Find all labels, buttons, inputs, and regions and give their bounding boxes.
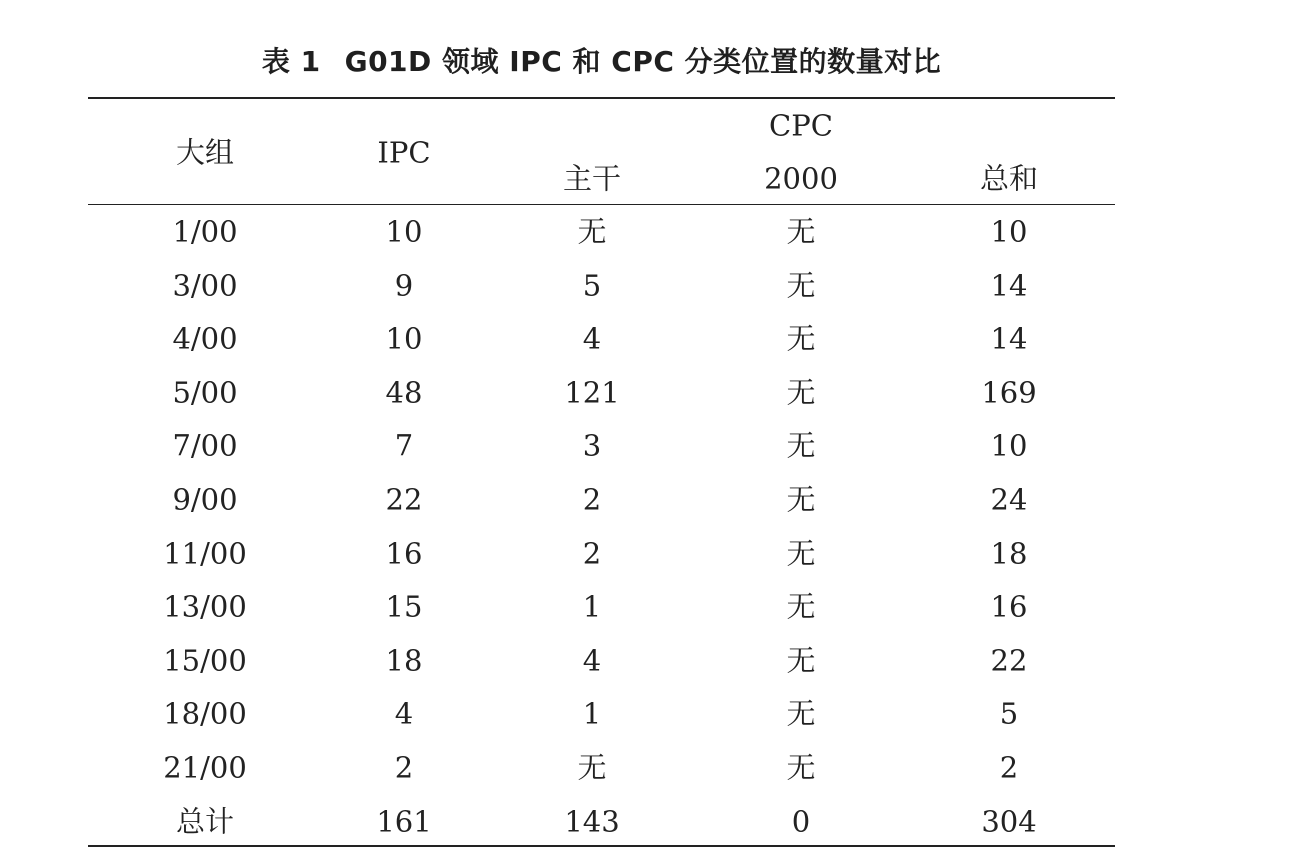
cell-cpc-main: 3 (582, 428, 602, 463)
cell-cpc-2000: 无 (786, 536, 816, 571)
cell-cpc-2000: 无 (786, 482, 816, 517)
cell-group: 11/00 (163, 536, 247, 571)
cell-ipc: 22 (385, 482, 423, 517)
cell-cpc-total: 22 (990, 643, 1028, 678)
table-caption (88, 40, 1115, 84)
cell-cpc-2000: 无 (786, 696, 816, 731)
cell-cpc-total: 2 (999, 750, 1019, 785)
cell-ipc: 18 (385, 643, 423, 678)
table-title: G01D 领域 IPC 和 CPC 分类位置的数量对比 (344, 45, 942, 78)
cell-ipc: 161 (376, 804, 432, 839)
cell-cpc-2000: 无 (786, 321, 816, 356)
cell-cpc-main: 2 (582, 482, 602, 517)
cell-cpc-main: 2 (582, 536, 602, 571)
cell-cpc-2000: 无 (786, 375, 816, 410)
cell-group: 4/00 (172, 321, 238, 356)
table-label: 表 1 (261, 45, 321, 78)
cell-ipc: 10 (385, 214, 423, 249)
cell-group: 21/00 (163, 750, 247, 785)
cell-cpc-main: 1 (582, 696, 602, 731)
cell-cpc-total: 14 (990, 321, 1028, 356)
cell-group: 1/00 (172, 214, 238, 249)
cell-group: 13/00 (163, 589, 247, 624)
header-group: 大组 (175, 135, 235, 170)
cell-ipc: 9 (394, 268, 414, 303)
cell-cpc-main: 143 (564, 804, 620, 839)
cell-group: 9/00 (172, 482, 238, 517)
cell-cpc-main: 4 (582, 643, 602, 678)
cell-cpc-total: 169 (981, 375, 1037, 410)
cell-ipc: 7 (394, 428, 414, 463)
cell-group: 15/00 (163, 643, 247, 678)
cell-ipc: 4 (394, 696, 414, 731)
cell-ipc: 15 (385, 589, 423, 624)
cell-cpc-2000: 无 (786, 428, 816, 463)
cell-group: 18/00 (163, 696, 247, 731)
cell-cpc-total: 10 (990, 428, 1028, 463)
cell-cpc-total: 5 (999, 696, 1019, 731)
cell-ipc: 10 (385, 321, 423, 356)
cell-cpc-main: 4 (582, 321, 602, 356)
cell-group: 总计 (175, 804, 235, 839)
cell-ipc: 2 (394, 750, 414, 785)
cell-cpc-main: 5 (582, 268, 602, 303)
cell-cpc-2000: 无 (786, 643, 816, 678)
cell-cpc-main: 121 (564, 375, 620, 410)
cell-cpc-2000: 0 (791, 804, 811, 839)
cell-ipc: 16 (385, 536, 423, 571)
cell-group: 7/00 (172, 428, 238, 463)
header-cpc-total: 总和 (979, 161, 1039, 196)
header-cpc-main: 主干 (562, 161, 622, 196)
cell-cpc-2000: 无 (786, 214, 816, 249)
cell-cpc-total: 10 (990, 214, 1028, 249)
cell-cpc-main: 1 (582, 589, 602, 624)
cell-group: 5/00 (172, 375, 238, 410)
cell-cpc-2000: 无 (786, 750, 816, 785)
header-cpc-2000: 2000 (764, 161, 838, 196)
table-top-rule (88, 97, 1115, 99)
cell-cpc-total: 18 (990, 536, 1028, 571)
cell-cpc-total: 24 (990, 482, 1028, 517)
cell-cpc-total: 14 (990, 268, 1028, 303)
table-bottom-rule (88, 845, 1115, 847)
cell-cpc-main: 无 (577, 214, 607, 249)
cell-cpc-2000: 无 (786, 589, 816, 624)
cell-cpc-main: 无 (577, 750, 607, 785)
cell-group: 3/00 (172, 268, 238, 303)
cell-cpc-total: 304 (981, 804, 1037, 839)
table-header-rule (88, 204, 1115, 205)
header-ipc: IPC (377, 135, 431, 170)
cell-cpc-total: 16 (990, 589, 1028, 624)
cell-ipc: 48 (385, 375, 423, 410)
cell-cpc-2000: 无 (786, 268, 816, 303)
header-cpc: CPC (769, 108, 833, 143)
